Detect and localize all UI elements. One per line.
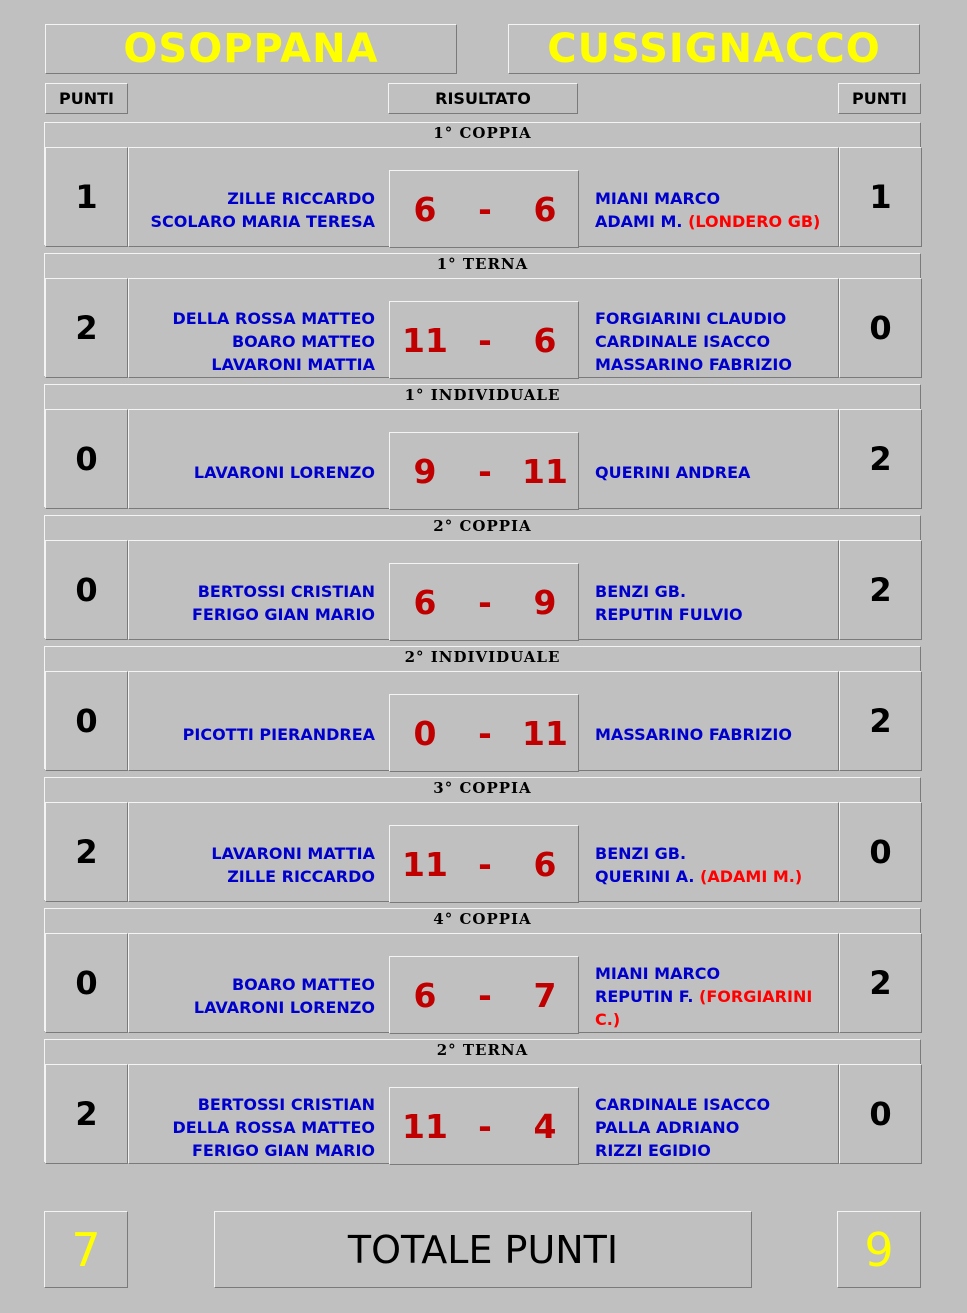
- player-line: [595, 307, 786, 330]
- player-line: [595, 330, 770, 353]
- home-total-points: 7: [44, 1211, 128, 1288]
- away-score: 6: [533, 321, 557, 360]
- away-score: 4: [533, 1107, 557, 1146]
- player-line: [227, 865, 375, 888]
- player-line: [211, 353, 375, 376]
- player-name: CARDINALE ISACCO: [595, 1094, 771, 1114]
- match-title: 2° COPPIA: [433, 517, 532, 535]
- match-title: 1° TERNA: [436, 255, 529, 273]
- match-score: [389, 432, 579, 510]
- away-players: [595, 696, 840, 772]
- away-players: [595, 172, 840, 248]
- player-name: CARDINALE ISACCO: [595, 331, 771, 351]
- home-players: [129, 827, 375, 903]
- match-score: [389, 563, 579, 641]
- score-separator: -: [478, 190, 492, 229]
- away-score: 6: [533, 845, 557, 884]
- home-players: [129, 696, 375, 772]
- home-players: [129, 172, 375, 248]
- player-line: [194, 996, 375, 1019]
- home-players: [129, 958, 375, 1034]
- home-score: 6: [413, 583, 437, 622]
- home-score: 0: [413, 714, 437, 753]
- home-match-points: 2: [45, 802, 128, 902]
- home-players: [129, 1089, 375, 1165]
- player-line: [192, 1139, 375, 1162]
- player-name: ADAMI M.: [595, 212, 683, 231]
- player-name: REPUTIN FULVIO: [595, 605, 743, 624]
- away-points-header: PUNTI: [838, 83, 921, 114]
- match-title: 4° COPPIA: [433, 910, 532, 928]
- player-line: [595, 1093, 770, 1116]
- match-block: [44, 384, 921, 508]
- away-score: 11: [522, 452, 568, 491]
- match-score: [389, 825, 579, 903]
- player-name: LAVARONI LORENZO: [193, 998, 375, 1017]
- away-match-points: 0: [839, 278, 922, 378]
- home-score: 11: [402, 1107, 448, 1146]
- player-line: [192, 603, 375, 626]
- player-name: BOARO MATTEO: [231, 331, 375, 351]
- total-points-label: TOTALE PUNTI: [214, 1211, 752, 1288]
- substitute-name: (FORGIARINI C.): [595, 986, 813, 1029]
- match-title: 3° COPPIA: [433, 779, 532, 797]
- player-name: MASSARINO FABRIZIO: [595, 724, 792, 744]
- away-match-points: 2: [839, 540, 922, 640]
- player-line: [232, 330, 375, 353]
- player-line: [595, 353, 792, 376]
- match-detail: [128, 540, 839, 640]
- player-name: BENZI GB.: [595, 844, 687, 863]
- score-separator: -: [478, 976, 492, 1015]
- player-name: REPUTIN F.: [595, 986, 694, 1006]
- home-match-points: 2: [45, 278, 128, 378]
- match-score: [389, 170, 579, 248]
- player-line: [595, 1139, 711, 1162]
- away-total-points: 9: [837, 1211, 921, 1288]
- player-name: QUERINI ANDREA: [595, 462, 751, 482]
- result-header: RISULTATO: [388, 83, 578, 114]
- match-block: [44, 515, 921, 639]
- match-block: [44, 908, 921, 1032]
- player-name: QUERINI A.: [595, 867, 695, 886]
- score-separator: -: [478, 583, 492, 622]
- player-name: FORGIARINI CLAUDIO: [595, 308, 787, 328]
- home-match-points: 0: [45, 409, 128, 509]
- player-name: SCOLARO MARIA TERESA: [150, 212, 375, 231]
- player-line: [172, 1116, 375, 1139]
- match-detail: [128, 671, 839, 771]
- player-name: LAVARONI MATTIA: [211, 844, 375, 863]
- player-line: [211, 842, 375, 865]
- match-score: [389, 1087, 579, 1165]
- player-line: [198, 1093, 375, 1116]
- away-match-points: 0: [839, 802, 922, 902]
- away-team-name: CUSSIGNACCO: [508, 24, 920, 74]
- player-name: PICOTTI PIERANDREA: [182, 724, 375, 744]
- player-line: [595, 985, 840, 1031]
- score-separator: -: [478, 321, 492, 360]
- match-detail: [128, 147, 839, 247]
- player-line: [595, 580, 686, 603]
- away-match-points: 1: [839, 147, 922, 247]
- match-title: 1° COPPIA: [433, 124, 532, 142]
- player-line: [151, 210, 375, 233]
- match-block: [44, 1039, 921, 1163]
- player-name: MASSARINO FABRIZIO: [595, 354, 792, 374]
- away-players: [595, 434, 840, 510]
- player-line: [595, 210, 820, 233]
- player-line: [198, 580, 375, 603]
- player-line: [183, 723, 375, 746]
- player-line: [595, 461, 750, 484]
- player-name: PALLA ADRIANO: [595, 1117, 740, 1137]
- player-name: ZILLE RICCARDO: [227, 189, 375, 208]
- home-points-header: PUNTI: [45, 83, 128, 114]
- player-line: [595, 842, 686, 865]
- player-name: BERTOSSI CRISTIAN: [197, 1094, 375, 1114]
- away-match-points: 2: [839, 933, 922, 1033]
- home-players: [129, 434, 375, 510]
- home-match-points: 0: [45, 933, 128, 1033]
- player-line: [172, 307, 375, 330]
- score-separator: -: [478, 452, 492, 491]
- match-detail: [128, 933, 839, 1033]
- match-score: [389, 301, 579, 379]
- player-line: [595, 962, 720, 985]
- player-name: LAVARONI LORENZO: [193, 462, 375, 482]
- home-score: 11: [402, 321, 448, 360]
- player-name: FERIGO GIAN MARIO: [191, 1140, 375, 1160]
- player-line: [595, 723, 792, 746]
- match-score: [389, 694, 579, 772]
- match-detail: [128, 802, 839, 902]
- away-score: 11: [522, 714, 568, 753]
- home-score: 11: [402, 845, 448, 884]
- player-line: [595, 603, 743, 626]
- match-score: [389, 956, 579, 1034]
- player-name: RIZZI EGIDIO: [595, 1140, 711, 1160]
- match-block: [44, 777, 921, 901]
- home-score: 9: [413, 452, 437, 491]
- player-line: [595, 1116, 739, 1139]
- player-line: [227, 187, 375, 210]
- player-name: BERTOSSI CRISTIAN: [197, 582, 375, 601]
- home-match-points: 2: [45, 1064, 128, 1164]
- player-name: LAVARONI MATTIA: [211, 354, 375, 374]
- away-players: [595, 565, 840, 641]
- away-players: [595, 958, 840, 1034]
- match-detail: [128, 278, 839, 378]
- match-block: [44, 646, 921, 770]
- home-players: [129, 565, 375, 641]
- away-score: 7: [533, 976, 557, 1015]
- player-name: FERIGO GIAN MARIO: [191, 605, 375, 624]
- player-name: BOARO MATTEO: [231, 975, 375, 994]
- away-match-points: 2: [839, 409, 922, 509]
- away-players: [595, 827, 840, 903]
- away-players: [595, 1089, 840, 1165]
- player-name: MIANI MARCO: [595, 963, 721, 983]
- match-title: 1° INDIVIDUALE: [404, 386, 561, 404]
- player-name: MIANI MARCO: [595, 189, 721, 208]
- player-line: [232, 973, 375, 996]
- player-line: [595, 187, 720, 210]
- match-title: 2° TERNA: [436, 1041, 529, 1059]
- substitute-name: (LONDERO GB): [688, 212, 821, 231]
- away-players: [595, 303, 840, 379]
- match-title: 2° INDIVIDUALE: [404, 648, 561, 666]
- score-separator: -: [478, 714, 492, 753]
- match-detail: [128, 1064, 839, 1164]
- match-detail: [128, 409, 839, 509]
- score-separator: -: [478, 1107, 492, 1146]
- player-name: BENZI GB.: [595, 582, 687, 601]
- match-block: [44, 122, 921, 246]
- away-score: 9: [533, 583, 557, 622]
- home-score: 6: [413, 976, 437, 1015]
- player-name: DELLA ROSSA MATTEO: [172, 1117, 375, 1137]
- player-name: ZILLE RICCARDO: [227, 867, 375, 886]
- match-block: [44, 253, 921, 377]
- player-name: DELLA ROSSA MATTEO: [172, 308, 375, 328]
- home-match-points: 0: [45, 671, 128, 771]
- substitute-name: (ADAMI M.): [700, 867, 803, 886]
- player-line: [595, 865, 802, 888]
- home-players: [129, 303, 375, 379]
- home-score: 6: [413, 190, 437, 229]
- home-match-points: 1: [45, 147, 128, 247]
- home-match-points: 0: [45, 540, 128, 640]
- score-separator: -: [478, 845, 492, 884]
- away-score: 6: [533, 190, 557, 229]
- away-match-points: 2: [839, 671, 922, 771]
- away-match-points: 0: [839, 1064, 922, 1164]
- player-line: [194, 461, 375, 484]
- home-team-name: OSOPPANA: [45, 24, 457, 74]
